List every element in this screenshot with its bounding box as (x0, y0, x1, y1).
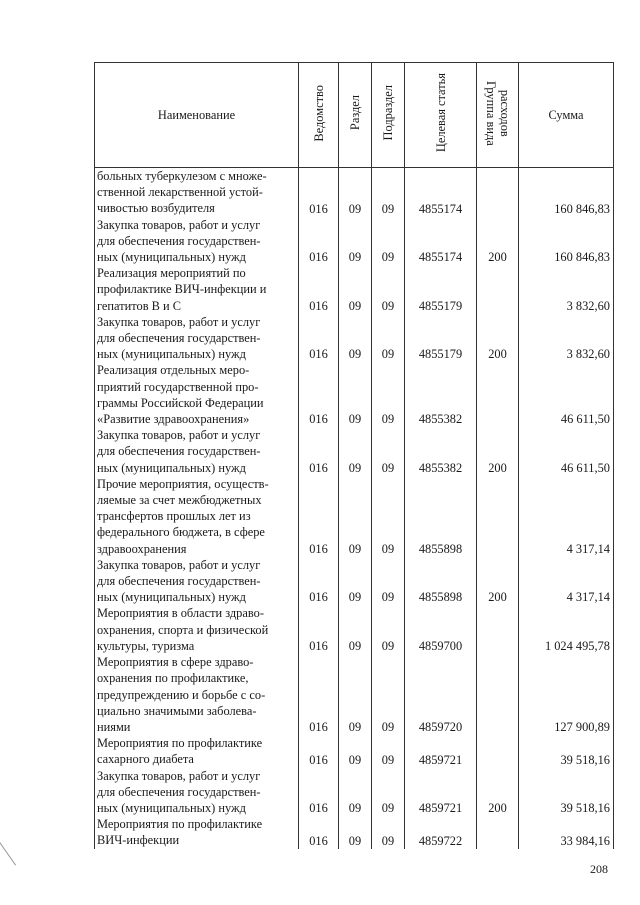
row-section: 09 (339, 605, 372, 654)
row-sum: 160 846,83 (519, 217, 614, 266)
table-body (95, 168, 614, 849)
row-sum: 160 846,83 (519, 168, 614, 217)
row-dept: 016 (299, 265, 339, 314)
row-name (95, 557, 299, 606)
row-expense-group: 200 (477, 557, 519, 606)
row-dept: 016 (299, 654, 339, 735)
table-row (95, 314, 614, 363)
header-name: Наименование (95, 63, 299, 168)
row-subsection: 09 (372, 735, 405, 767)
row-subsection: 09 (372, 314, 405, 363)
row-name-line: Реализация мероприятий по (97, 266, 246, 281)
row-section: 09 (339, 816, 372, 848)
row-subsection: 09 (372, 768, 405, 817)
header-sum: Сумма (519, 63, 614, 168)
table-row (95, 476, 614, 557)
table-header-row (95, 63, 614, 168)
row-name-line: Мероприятия в области здраво- (97, 606, 264, 621)
row-subsection: 09 (372, 217, 405, 266)
table-row (95, 168, 614, 217)
row-article: 4859721 (405, 768, 477, 817)
row-name-line: трансфертов прошлых лет из (97, 509, 251, 524)
row-name (95, 476, 299, 557)
row-dept: 016 (299, 816, 339, 848)
row-expense-group (477, 735, 519, 767)
scan-artifact-line (0, 842, 16, 866)
row-article: 4855174 (405, 168, 477, 217)
row-dept: 016 (299, 768, 339, 817)
row-sum: 127 900,89 (519, 654, 614, 735)
row-expense-group (477, 168, 519, 217)
row-name-line: ных (муниципальных) нужд (97, 347, 246, 362)
row-expense-group: 200 (477, 768, 519, 817)
row-dept: 016 (299, 314, 339, 363)
row-name-line: ных (муниципальных) нужд (97, 250, 246, 265)
table-row (95, 362, 614, 427)
row-section: 09 (339, 476, 372, 557)
row-expense-group (477, 476, 519, 557)
row-name-line: ных (муниципальных) нужд (97, 460, 246, 475)
table-row (95, 768, 614, 817)
row-dept: 016 (299, 557, 339, 606)
row-name (95, 768, 299, 817)
row-expense-group (477, 265, 519, 314)
row-name-line: охранения, спорта и физической (97, 622, 269, 637)
row-name (95, 427, 299, 476)
row-article: 4855179 (405, 265, 477, 314)
row-expense-group: 200 (477, 427, 519, 476)
table-row (95, 217, 614, 266)
row-name-line: здравоохранения (97, 541, 187, 556)
row-sum: 39 518,16 (519, 768, 614, 817)
row-section: 09 (339, 217, 372, 266)
row-sum: 4 317,14 (519, 557, 614, 606)
row-article: 4855382 (405, 427, 477, 476)
row-name-line: ственной лекарственной устой- (97, 185, 263, 200)
row-article: 4859721 (405, 735, 477, 767)
row-subsection: 09 (372, 654, 405, 735)
row-name (95, 605, 299, 654)
table-row (95, 427, 614, 476)
row-name-line: для обеспечения государствен- (97, 233, 261, 248)
row-sum: 4 317,14 (519, 476, 614, 557)
row-article: 4859700 (405, 605, 477, 654)
row-name-line: ВИЧ-инфекции (97, 833, 180, 848)
row-name-line: ных (муниципальных) нужд (97, 590, 246, 605)
page-number: 208 (590, 862, 608, 876)
row-name (95, 314, 299, 363)
table-row (95, 557, 614, 606)
table-row (95, 816, 614, 848)
row-subsection: 09 (372, 476, 405, 557)
row-expense-group: 200 (477, 314, 519, 363)
row-name-line: Прочие мероприятия, осуществ- (97, 476, 269, 491)
table-row (95, 265, 614, 314)
row-name-line: приятий государственной про- (97, 379, 259, 394)
row-subsection: 09 (372, 265, 405, 314)
row-name-line: для обеспечения государствен- (97, 574, 261, 589)
row-expense-group: 200 (477, 217, 519, 266)
row-name-line: «Развитие здравоохранения» (97, 412, 250, 427)
row-section: 09 (339, 168, 372, 217)
row-name-line: для обеспечения государствен- (97, 784, 261, 799)
row-name (95, 735, 299, 767)
row-name-line: федерального бюджета, в сфере (97, 525, 265, 540)
row-name-line: сахарного диабета (97, 752, 194, 767)
row-sum: 46 611,50 (519, 362, 614, 427)
row-name-line: ниями (97, 719, 131, 734)
row-article: 4855898 (405, 476, 477, 557)
row-name-line: для обеспечения государствен- (97, 331, 261, 346)
header-dept: Ведомство (299, 63, 339, 168)
row-section: 09 (339, 735, 372, 767)
row-name-line: Закупка товаров, работ и услуг (97, 428, 261, 443)
row-article: 4855174 (405, 217, 477, 266)
row-name-line: граммы Российской Федерации (97, 395, 264, 410)
table-row (95, 735, 614, 767)
row-name-line: чивостью возбудителя (97, 201, 215, 216)
row-name-line: гепатитов В и С (97, 298, 182, 313)
row-dept: 016 (299, 168, 339, 217)
row-article: 4859720 (405, 654, 477, 735)
row-name-line: Мероприятия по профилактике (97, 817, 263, 832)
row-section: 09 (339, 362, 372, 427)
row-dept: 016 (299, 476, 339, 557)
row-sum: 3 832,60 (519, 265, 614, 314)
row-name-line: ных (муниципальных) нужд (97, 800, 246, 815)
row-dept: 016 (299, 605, 339, 654)
row-name-line: Закупка товаров, работ и услуг (97, 557, 261, 572)
row-expense-group (477, 605, 519, 654)
row-subsection: 09 (372, 816, 405, 848)
row-article: 4855179 (405, 314, 477, 363)
row-article: 4855898 (405, 557, 477, 606)
row-dept: 016 (299, 362, 339, 427)
row-article: 4859722 (405, 816, 477, 848)
budget-table (94, 62, 614, 849)
row-section: 09 (339, 265, 372, 314)
row-sum: 46 611,50 (519, 427, 614, 476)
table-row (95, 605, 614, 654)
row-name-line: Мероприятия по профилактике (97, 736, 263, 751)
row-dept: 016 (299, 217, 339, 266)
row-subsection: 09 (372, 605, 405, 654)
row-section: 09 (339, 768, 372, 817)
row-name-line: для обеспечения государствен- (97, 444, 261, 459)
row-name-line: ляемые за счет межбюджетных (97, 493, 262, 508)
row-subsection: 09 (372, 557, 405, 606)
row-expense-group (477, 362, 519, 427)
row-name-line: больных туберкулезом с множе- (97, 169, 267, 183)
row-name-line: культуры, туризма (97, 638, 195, 653)
row-name (95, 654, 299, 735)
row-name-line: Реализация отдельных меро- (97, 363, 250, 378)
row-section: 09 (339, 314, 372, 363)
row-dept: 016 (299, 735, 339, 767)
row-name (95, 362, 299, 427)
row-name-line: Закупка товаров, работ и услуг (97, 217, 261, 232)
row-dept: 016 (299, 427, 339, 476)
row-name-line: Закупка товаров, работ и услуг (97, 768, 261, 783)
row-expense-group (477, 816, 519, 848)
row-name (95, 265, 299, 314)
row-sum: 33 984,16 (519, 816, 614, 848)
row-expense-group (477, 654, 519, 735)
row-name (95, 217, 299, 266)
header-article: Целевая статья (405, 63, 477, 168)
row-subsection: 09 (372, 427, 405, 476)
row-sum: 39 518,16 (519, 735, 614, 767)
row-section: 09 (339, 557, 372, 606)
row-name-line: охранения по профилактике, (97, 671, 249, 686)
row-name-line: предупреждению и борьбе с со- (97, 687, 266, 702)
row-article: 4855382 (405, 362, 477, 427)
row-name (95, 168, 299, 217)
header-subsection: Подраздел (372, 63, 405, 168)
row-section: 09 (339, 427, 372, 476)
row-name-line: циально значимыми заболева- (97, 703, 257, 718)
row-subsection: 09 (372, 362, 405, 427)
row-name-line: Мероприятия в сфере здраво- (97, 655, 254, 670)
row-name-line: Закупка товаров, работ и услуг (97, 314, 261, 329)
row-name (95, 816, 299, 848)
header-expense-group: Группа вида расходов (477, 63, 519, 168)
row-subsection: 09 (372, 168, 405, 217)
row-name-line: профилактике ВИЧ-инфекции и (97, 282, 267, 297)
header-section: Раздел (339, 63, 372, 168)
table-row (95, 654, 614, 735)
row-sum: 1 024 495,78 (519, 605, 614, 654)
row-sum: 3 832,60 (519, 314, 614, 363)
row-section: 09 (339, 654, 372, 735)
